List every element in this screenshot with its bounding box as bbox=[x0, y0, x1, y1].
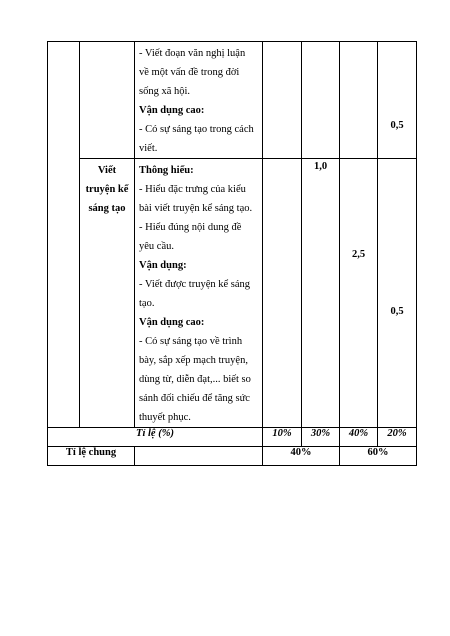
topic-cell bbox=[80, 42, 135, 159]
score-value: 0,5 bbox=[390, 120, 404, 131]
requirement-line: về một vấn đề trong đời bbox=[139, 67, 240, 78]
score-cell bbox=[378, 159, 417, 428]
table-row bbox=[48, 159, 417, 428]
requirement-line: thuyết phục. bbox=[139, 412, 191, 423]
ratio-value: 10% bbox=[263, 428, 302, 447]
topic-line: truyện kể bbox=[85, 184, 129, 195]
requirement-line: - Có sự sáng tạo trong cách bbox=[139, 124, 254, 135]
ratio-row bbox=[48, 428, 417, 447]
ratio-value: 30% bbox=[302, 428, 340, 447]
requirement-line: tạo. bbox=[139, 298, 155, 309]
requirement-line: sánh đối chiếu để tăng sức bbox=[139, 393, 250, 404]
overall-row bbox=[48, 447, 417, 466]
requirement-line: yêu cầu. bbox=[139, 241, 174, 252]
test-matrix-table bbox=[47, 41, 417, 466]
score-cell bbox=[263, 42, 302, 159]
score-cell bbox=[378, 42, 417, 159]
score-cell bbox=[302, 42, 340, 159]
level-heading: Vận dụng cao: bbox=[139, 105, 205, 116]
score-value: 2,5 bbox=[351, 249, 366, 260]
ratio-value: 20% bbox=[378, 428, 417, 447]
index-cell bbox=[48, 42, 80, 428]
level-heading: Thông hiểu: bbox=[139, 165, 194, 176]
requirement-line: - Viết đoạn văn nghị luận bbox=[139, 48, 246, 59]
requirement-line: - Hiểu đúng nội dung đề bbox=[139, 222, 242, 233]
topic-line: Viết bbox=[97, 165, 117, 176]
score-value: 0,5 bbox=[390, 306, 404, 317]
overall-value: 40% bbox=[263, 447, 340, 466]
overall-label: Tỉ lệ chung bbox=[48, 447, 135, 466]
requirement-cell bbox=[135, 42, 263, 159]
requirement-line: - Hiểu đặc trưng của kiểu bbox=[139, 184, 246, 195]
requirement-line: viết. bbox=[139, 143, 158, 154]
requirement-line: bài viết truyện kể sáng tạo. bbox=[139, 203, 253, 214]
ratio-label: Tỉ lệ (%) bbox=[48, 428, 263, 447]
empty-cell bbox=[135, 447, 263, 466]
score-cell bbox=[302, 159, 340, 428]
requirement-line: - Có sự sáng tạo về trình bbox=[139, 336, 243, 347]
level-heading: Vận dụng: bbox=[139, 260, 187, 271]
level-heading: Vận dụng cao: bbox=[139, 317, 205, 328]
table-row bbox=[48, 42, 417, 159]
requirement-line: sống xã hội. bbox=[139, 86, 191, 97]
requirement-line: bày, sắp xếp mạch truyện, bbox=[139, 355, 248, 366]
score-value: 1,0 bbox=[313, 161, 328, 172]
score-cell bbox=[263, 159, 302, 428]
overall-value: 60% bbox=[340, 447, 417, 466]
ratio-value: 40% bbox=[340, 428, 378, 447]
score-cell bbox=[340, 42, 378, 159]
requirement-line: dùng từ, diễn đạt,... biết so bbox=[139, 374, 251, 385]
requirement-cell bbox=[135, 159, 263, 428]
score-cell bbox=[340, 159, 378, 428]
topic-line: sáng tạo bbox=[88, 203, 126, 214]
requirement-line: - Viết được truyện kể sáng bbox=[139, 279, 251, 290]
topic-cell bbox=[80, 159, 135, 428]
